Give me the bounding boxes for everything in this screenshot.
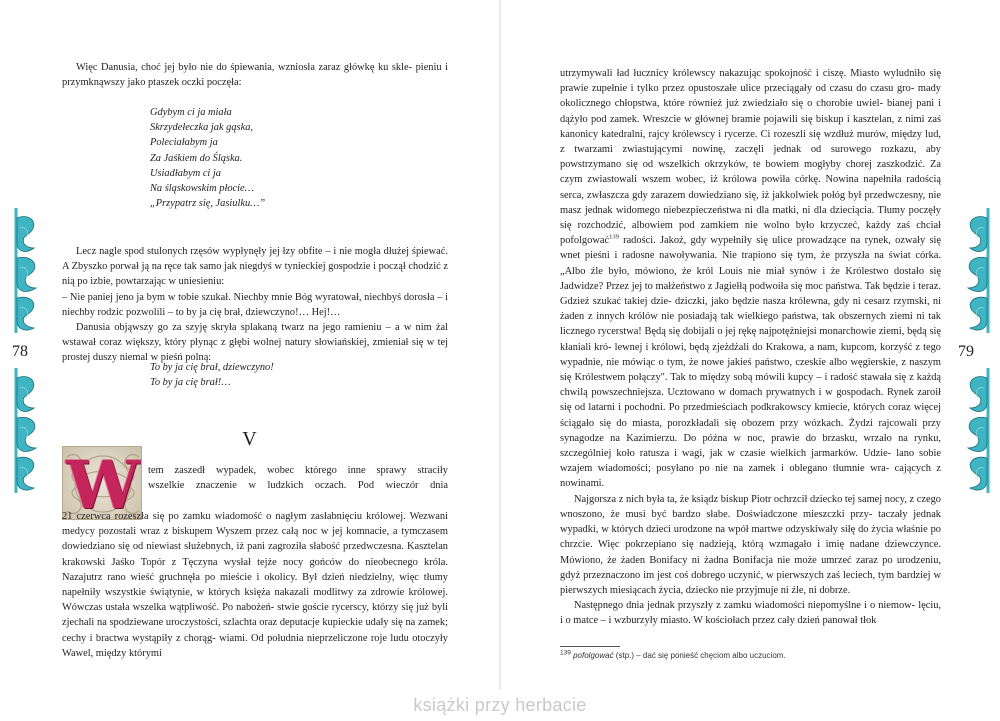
poem-line: Za Jaśkiem do Śląska. <box>150 152 243 164</box>
paragraph-text: utrzymywali ład łucznicy królewscy nakazując spokojność i ciszę. Miasto wyludniło się prawie zupełnie i tylko przez opustoszałe ulice przeciągały od czasu do czasu gro- mady okolicznego chłopstwa, które również już zwiedziało się o chorobie uwiel- bianej pani i dążyło pod zamek. Wreszcie w głównej bramie pojawili się biskup i kasztelan, z nimi zaś kanonicy katedralni, rajcy królewscy i rycerze. Ci rozeszli się wzdłuż murów, między lud, z twarzami zwiastującymi nowinę, zaczęli jednak od surowego rozkazu, aby powstrzymano się od wszelkich okrzyków, te bowiem mogłyby chorej zaszkodzić. Za czym zwiastowali wszem wobec, iż królowa powiła córkę. Nowina napełniła radością serca, zwłaszcza gdy zarazem dowiedziano się, iż jakkolwiek połóg był przedwczesny, nie masz jednak widomego niebezpieczeństwa ni dla matki, ni dla dzieciącia. Tłumy poczęły się rozchodzić, albowiem pod zamkiem nie wolno było krzyczeć, każdy zaś chciał pofolgować <box>560 68 941 247</box>
paragraph <box>560 66 941 492</box>
paragraph: Więc Danusia, choć jej było nie do śpiewania, wzniosła zaraz główkę ku skle- pieniu i przymknąwszy jako ptaszek oczki poczęła: <box>62 62 448 89</box>
watermark-text: książki przy herbacie <box>413 695 587 715</box>
ornament-icon <box>962 368 992 493</box>
paragraph: Najgorsza z nich była ta, że ksiądz biskup Piotr ochrzcił dziecko tej samej nocy, z czego wnoszono, że musi być bardzo słabe. Doświadczone mieszczki przy- taczały jednak wypadki, w których dzieci urodzone na wpół martwe odzyskiwały siłę do życia właśnie po chrzcie. Więc pokrzepiano się nadzieją, którą wzmagało i imię nadane dziewczynce. Mówiono, że żaden Bonifacy ni żadna Bonifacja nie może umrzeć zaraz po urodzeniu, gdyż przeznaczono im jest coś dobrego uczynić, w pierwszych zaś leciech, tym bardziej w pierwszych miesiącach życia, dziecko nie przyjmuje ni źle, ni dobrze. <box>560 493 941 596</box>
paragraph: Lecz nagle spod stulonych rzęsów wypłynęły jej łzy obfite – i nie mogła dłużej śpiewać. A Zbyszko porwał ją na ręce tak samo jak niegdyś w tynieckiej gospodzie i począł chodzić z nią po izbie, powtarzając w uniesieniu: <box>62 246 448 288</box>
right-page <box>500 0 1000 690</box>
footnote-text: (stp.) – dać się ponieść chęciom albo uczuciom. <box>613 651 786 660</box>
left-top-text <box>62 60 448 90</box>
footnote-term: pofolgować <box>573 651 614 660</box>
right-main-text <box>560 66 941 629</box>
poem-line: Usiadłabym ci ja <box>150 167 221 179</box>
poem-line: „Przypatrz się, Jasiulku…” <box>150 198 266 210</box>
left-middle-text <box>62 244 448 366</box>
dropcap-letter: W <box>65 446 141 520</box>
paragraph-text: radości. Jakoż, gdy wypełniły się ulice prowadzące na rynek, ozwały się wnet pieśni i radosne nawoływania. Nie trapiono się tym, że przyszła na świat córka. „Albo źle było, mówiono, że król Louis nie miał synów i że Królestwo dostało się Jadwidze? Przez jej to małżeństwo z Jagiełłą podwoiła się moc państwa. Tak będzie i teraz. Gdzież szukać takiej dzie- dziczki, jako będzie nasza królewna, gdy ni cesarz rzymski, ni żaden z innych królów nie posiadają tak wielkiego państwa, tak obszernych ziemi ni tak licznego rycerstwa! Będą się dobijali o jej rękę najpotężniejsi monarchowie ziemi, będą się kłaniali kró- lewnej i królowi, będą zjeżdżali do Krakowa, a nam, kupcom, korzyść z tego wypadnie, nie mówiąc o tym, że nowe jakieś państwo, czeskie albo węgierskie, z naszym się Królestwem połączy". Tak to między sobą mówili kupcy – i radość stawała się z każdą chwilą powszechniejsza. Ucztowano w domach prywatnych i w gospodach. Rynek zaroił się od latarni i pochodni. Po przedmieściach podkrakowscy kmiecie, których coraz więcej ściągało się do miasta, porozkładali się obozem przy wózkach. Żydzi rajcowali przy synagodze na Kazimierzu. Do późna w noc, prawie do brzasku, wrzało na rynku, szczególniej koło ratusza i wagi, jak w czasie wielkich jarmarków. Udzie- lano sobie wzajem wiadomości; posyłano po nie na zamek i oblegano tłumnie wra- cających z nowinami. <box>560 235 941 490</box>
dropcap-lines <box>148 463 448 493</box>
footnote-ref[interactable]: 139 <box>609 233 619 241</box>
poem-line: Gdybym ci ja miała <box>150 107 232 118</box>
paragraph: Następnego dnia jednak przyszły z zamku wiadomości niepomyślne i o niemow- lęciu, i o matce – i wzburzyły miasto. W kościołach przez cały dzień panował tłok <box>560 600 941 627</box>
ornament-icon <box>12 208 42 333</box>
left-page <box>0 0 500 690</box>
ornament-icon <box>962 208 992 333</box>
paragraph: 21 czerwca rozeszła się po zamku wiadomość o nagłym zasłabnięciu królowej. Wezwani medycy pozostali wraz z biskupem Wyszem przez całą noc w jej komnacie, a tymczasem dowiedziano się od niewiast służebnych, iż pani zagroziła słabość przedwczesna. Kasztelan krakowski Jaśko Topór z Tęczyna wysłał tejże nocy gońców do nieobecnego króla. Nazajutrz rano wieść gruchnęła po mieście i okolicy. Był dzień niedzielny, więc tłumy napełniły wszystkie świątynie, w których księża nakazali modlitwy za zdrowie królowej. Wówczas ustała wszelka wątpliwość. Po nabożeń- stwie goście rycerscy, którzy się już byli zjechali na spodziewane uroczystości, szlachta oraz deputacje kupieckie udały się na zamek; cechy i bractwa wystąpiły z chorąg- wiami. Od południa nieprzeliczone roje ludu otoczyły Wawel, między którymi <box>62 511 448 659</box>
poem-stanza-1 <box>150 105 265 211</box>
footnote-divider <box>560 646 620 647</box>
left-bottom-text <box>62 509 448 661</box>
ornament-icon <box>12 368 42 493</box>
text-line: wszelkie znaczenie w ludzkich oczach. Pod wieczór dnia <box>148 480 448 492</box>
page-number: 78 <box>12 343 28 360</box>
chapter-heading: V <box>242 428 258 450</box>
footnote-number: 139 <box>560 649 571 657</box>
poem-line: To by ja cię brał, dziewczyno! <box>150 362 274 373</box>
footnote <box>560 650 941 661</box>
poem-line: Skrzydełeczka jak gąska, <box>150 122 254 134</box>
poem-line: To by ja cię brał!… <box>150 377 231 389</box>
poem-line: Poleciałabym ja <box>150 137 218 149</box>
text-line: tem zaszedł wypadek, wobec którego inne sprawy straciły <box>148 465 448 476</box>
page-number: 79 <box>958 343 974 360</box>
paragraph: Danusia objąwszy go za szyję skryła splakaną twarz na jego ramieniu – a w nim żal wstawał coraz większy, który płynąc z głębi wolnej natury słowiańskiej, zmieniał się w tej prostej duszy niemal w pieśń polną: <box>62 322 448 364</box>
poem-line: Na śląskowskim płocie… <box>150 183 254 195</box>
dialogue-paragraph: – Nie paniej jeno ja bym w tobie szukał. Niechby mnie Bóg wyratował, niechbyś dorosła – i niechby rodzic pozwolili – to by ja cię brał, dziewczyno!… Hej!… <box>62 291 448 318</box>
poem-stanza-2 <box>150 360 274 390</box>
